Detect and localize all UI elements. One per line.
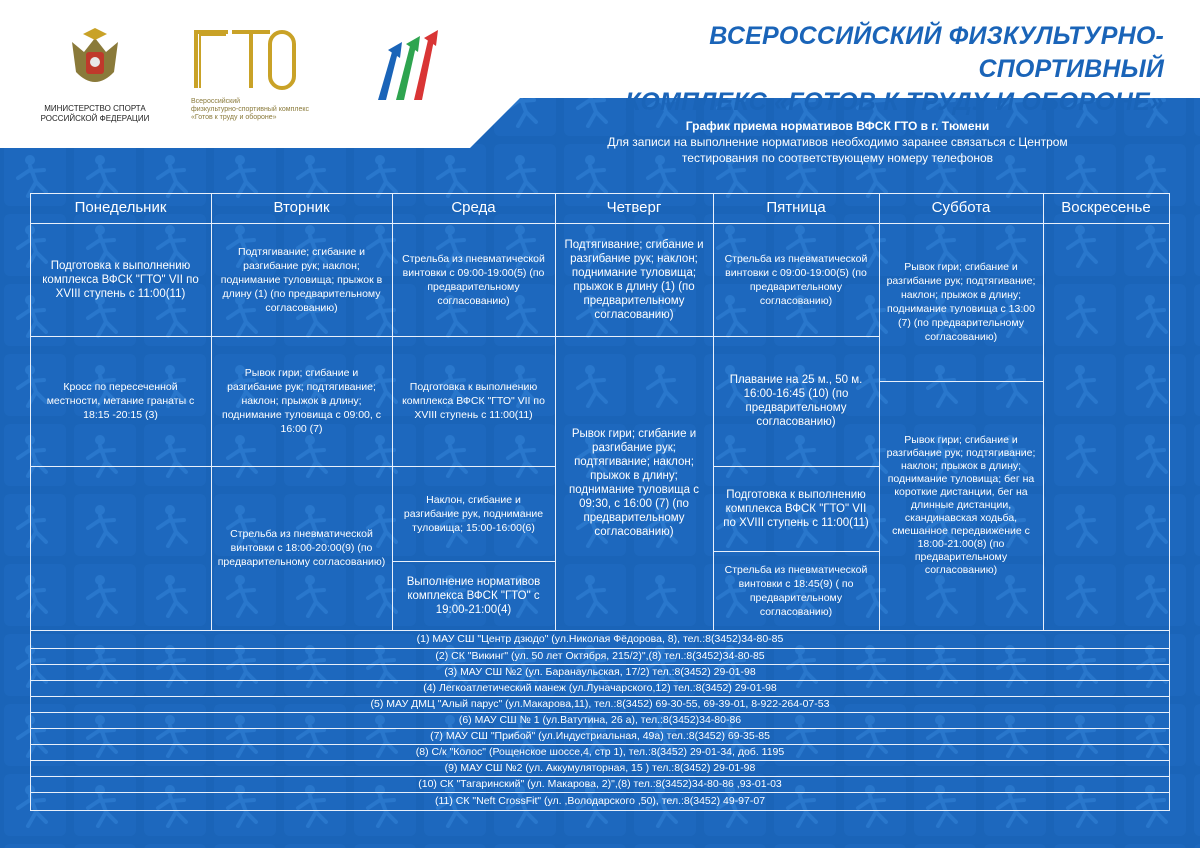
day-header-monday: Понедельник	[74, 199, 167, 216]
schedule-subtitle: График приема нормативов ВФСК ГТО в г. Тюмени	[685, 119, 990, 133]
gto-caption-line3: «Готов к труду и обороне»	[191, 114, 277, 121]
gto-caption-line2: физкультурно-спортивный комплекс	[191, 106, 310, 113]
day-header-saturday: Суббота	[931, 199, 991, 216]
ministry-caption-line2: РОССИЙСКОЙ ФЕДЕРАЦИИ	[40, 114, 150, 123]
footnote-7: (7) МАУ СШ "Прибой" (ул.Индустриальная, 49а) тел.:8(3452) 69-35-85	[430, 730, 770, 742]
schedule-cell-fri-4: Стрельба из пневматической винтовки с 18:45(9) ( по предварительному согласованию)	[724, 563, 868, 618]
schedule-cell-tue-2: Рывок гири; сгибание и разгибание рук; подтягивание; наклон; прыжок в длину; поднимание туловища с 09:00, с 16:00 (7)	[222, 367, 381, 435]
footnote-1: (1) МАУ СШ "Центр дзюдо" (ул.Николая Фёдорова, 8), тел.:8(3452)34-80-85	[416, 633, 784, 645]
day-header-sunday: Воскресенье	[1061, 199, 1151, 216]
schedule-cell-mon-1: Подготовка к выполнению комплекса ВФСК "ГТО" VII по XVIII ступень с 11:00(11)	[42, 259, 199, 300]
schedule-cell-wed-4: Выполнение нормативов комплекса ВФСК "ГТО" с 19:00-21:00(4)	[406, 575, 541, 616]
footnote-10: (10) СК "Тагаринский" (ул. Макарова, 2)",(8) тел.:8(3452)34-80-86 ,93-01-03	[418, 778, 782, 790]
schedule-cell-wed-1: Стрельба из пневматической винтовки с 09:00-19:00(5) (по предварительному согласованию)	[402, 252, 545, 307]
footnote-3: (3) МАУ СШ №2 (ул. Бaранаульская, 17/2) тел.:8(3452) 29-01-98	[444, 666, 756, 678]
footnote-8: (8) С/к "Колос" (Рощенское шоссе,4, стр 1), тел.:8(3452) 29-01-34, доб. 1195	[415, 746, 785, 758]
note-line-2: тестирования по соответствующему номеру телефонов	[681, 151, 994, 165]
subtitle-block	[555, 118, 1120, 166]
schedule-cell-wed-2: Подготовка к выполнению комплекса ВФСК "ГТО" VII по XVIII ступень с 11:00(11)	[402, 381, 545, 421]
footnote-4: (4) Легкоатлетический манеж (ул.Луначарского,12) тел.:8(3452) 29-01-98	[423, 682, 777, 694]
ministry-caption	[40, 104, 150, 124]
footnote-2: (2) СК "Викинг" (ул. 50 лет Октября, 215/2)",(8) тел.:8(3452)34-80-85	[435, 650, 765, 662]
schedule-cell-fri-2: Плавание на 25 м., 50 м. 16:00-16:45 (10) (по предварительному согласованию)	[729, 374, 863, 428]
footnote-11: (11) СК "Neft CrossFit" (ул. ,Володарского ,50), тел.:8(3452) 49-97-07	[434, 795, 766, 807]
schedule-cell-fri-1: Стрельба из пневматической винтовки с 09:00-19:00(5) (по предварительному согласованию)	[724, 252, 868, 307]
grid-line	[1169, 193, 1170, 630]
schedule-cell-fri-3: Подготовка к выполнению комплекса ВФСК "ГТО" VII по XVIII ступень с 11:00(11)	[723, 488, 869, 529]
title-line-2: КОМПЛЕКС «ГОТОВ К ТРУДУ И ОБОРОНЕ»	[625, 88, 1164, 116]
gto-caption-line1: Всероссийский	[191, 98, 241, 105]
schedule-cell-sat-2: Рывок гири; сгибание и разгибание рук; подтягивание; наклон; прыжок в длину; поднимание туловища; бег на короткие дистанции, бег на длинные дистанции, скандинавская ходьба, смешанное передвижение с 18:00-21:00(8) (по предварительному согласованию)	[886, 434, 1036, 576]
day-header-friday: Пятница	[766, 199, 826, 216]
page-title	[524, 20, 1164, 119]
ministry-caption-line1: МИНИСТЕРСТВО СПОРТА	[44, 104, 146, 113]
grid-line	[1043, 193, 1044, 630]
footnote-5: (5) МАУ ДМЦ "Алый парус" (ул.Макарова,11), тел.:8(3452) 69-30-55, 69-39-01, 8-922-264-07-53	[370, 698, 830, 710]
schedule-cell-tue-1: Подтягивание; сгибание и разгибание рук; наклон; поднимание туловища; прыжок в длину (1) (по предварительному согласованию)	[220, 245, 383, 314]
footnote-6: (6) МАУ СШ № 1 (ул.Ватутина, 26 а), тел.:8(3452)34-80-86	[458, 714, 742, 726]
schedule-cell-tue-3: Стрельба из пневматической винтовки с 18:00-20:00(9) (по предварительному согласованию)	[217, 528, 386, 568]
schedule-cell-mon-2: Кросс по пересеченной местности, метание гранаты с 18:15 -20:15 (3)	[46, 381, 195, 421]
schedule-cell-thu-1: Подтягивание; сгибание и разгибание рук; наклон; поднимание туловища; прыжок в длину (1) (по предварительному согласованию)	[564, 238, 704, 321]
title-line-1: ВСЕРОССИЙСКИЙ ФИЗКУЛЬТУРНО-СПОРТИВНЫЙ	[709, 22, 1164, 83]
grid-line	[30, 810, 1170, 811]
gto-caption	[191, 98, 331, 122]
footnote-9: (9) МАУ СШ №2 (ул. Аккумуляторная, 15 ) тел.:8(3452) 29-01-98	[444, 762, 756, 774]
day-header-wednesday: Среда	[451, 199, 496, 216]
schedule-cell-sat-1: Рывок гири; сгибание и разгибание рук; подтягивание; наклон; прыжок в длину; поднимание туловища с 13:00 (7) (по предварительному согласованию)	[886, 261, 1036, 343]
schedule-cell-thu-2: Рывок гири; сгибание и разгибание рук; подтягивание; наклон; прыжок в длину; поднимание туловища с 09:30, с 16:00 (7) (по предварительному согласованию)	[569, 428, 699, 538]
note-line-1: Для записи на выполнение нормативов необходимо заранее связаться с Центром	[607, 135, 1068, 149]
schedule-cell-wed-3: Наклон, сгибание и разгибание рук, поднимание туловища; 15:00-16:00(6)	[403, 493, 544, 534]
grid-line	[30, 466, 211, 467]
day-header-tuesday: Вторник	[273, 199, 330, 216]
day-header-thursday: Четверг	[606, 199, 662, 216]
